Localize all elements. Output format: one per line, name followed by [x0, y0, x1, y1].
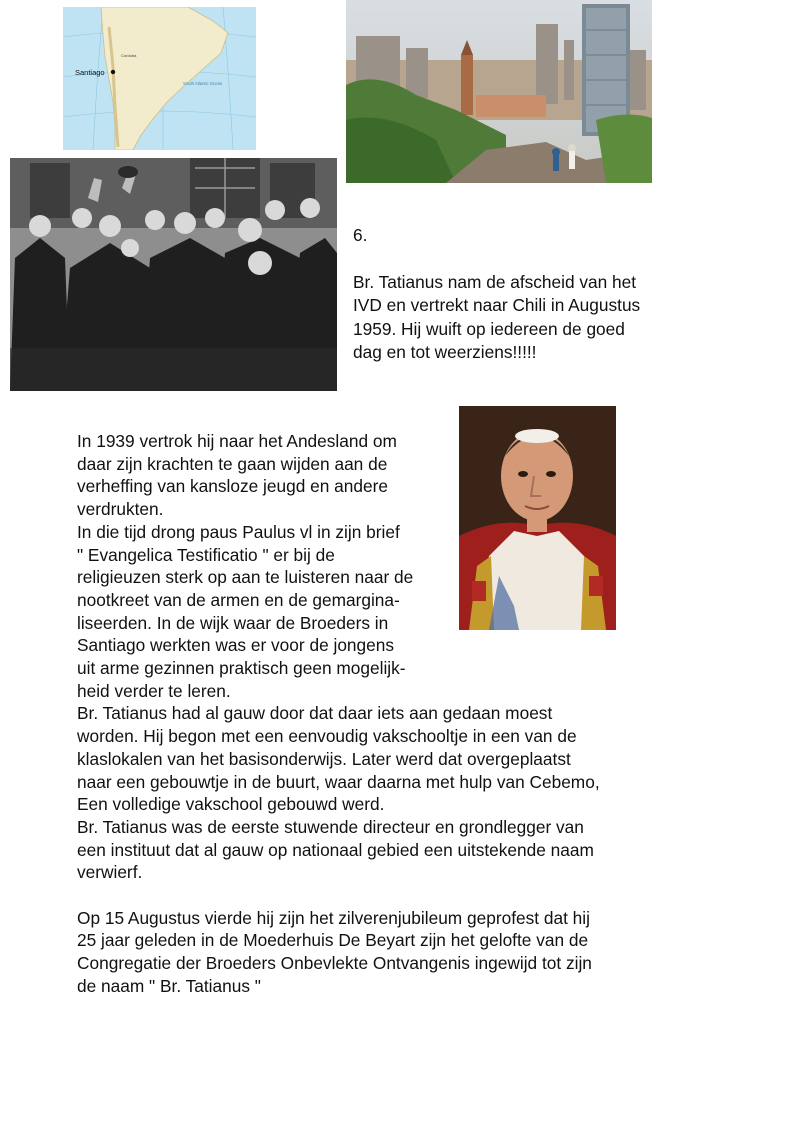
text-line: verwierf.	[77, 862, 143, 883]
text-line: In 1939 vertrok hij naar het Andesland om	[77, 431, 397, 451]
paragraph-jubileum	[77, 907, 667, 998]
south-america-map-image	[63, 7, 256, 150]
text-line: In die tijd drong paus Paulus vl in zijn brief	[77, 521, 400, 542]
text-line: heid verder te leren.	[77, 680, 231, 701]
text-line: Een volledige vakschool gebouwd werd.	[77, 794, 385, 815]
map-small-label: Córdoba	[121, 53, 137, 58]
text-line: Br. Tatianus was de eerste stuwende directeur en grondlegger van	[77, 816, 584, 837]
brothers-farewell-photo	[10, 158, 337, 391]
page-number: 6.	[353, 225, 368, 245]
text-line: klaslokalen van het basisonderwijs. Later werd dat overgeplaatst	[77, 748, 571, 769]
text-line: daar zijn krachten te gaan wijden aan de	[77, 453, 388, 474]
text-line: verheffing van kansloze jeugd en andere	[77, 476, 388, 497]
photo-caption: Br. Tatianus nam de afscheid van het IVD en vertrekt naar Chili in Augustus 1959. Hij wuift op iedereen de goed dag en tot weerziens!!!!!	[353, 272, 641, 362]
text-line: 25 jaar geleden in de Moederhuis De Beyart zijn het gelofte van de	[77, 930, 589, 951]
map-city-label: Santiago	[75, 68, 105, 77]
text-line: worden. Hij begon met een eenvoudig vakschooltje in een van de	[77, 726, 577, 747]
text-line: verdrukten.	[77, 499, 164, 520]
article-body	[77, 430, 667, 998]
text-line: de naam " Br. Tatianus "	[77, 975, 261, 996]
text-line: Br. Tatianus had al gauw door dat daar iets aan gedaan moest	[77, 703, 553, 724]
text-line: liseerden. In de wijk waar de Broeders in	[77, 612, 389, 633]
text-line: religieuzen sterk op aan te luisteren naar de	[77, 567, 414, 588]
text-line: naar een gebouwtje in de buurt, waar daarna met hulp van Cebemo,	[77, 771, 600, 792]
text-line: Op 15 Augustus vierde hij zijn het zilverenjubileum geprofest dat hij	[77, 907, 590, 928]
map-ocean-label: South Atlantic Ocean	[183, 81, 223, 86]
text-line: Santiago werkten was er voor de jongens	[77, 635, 395, 656]
text-line: Congregatie der Broeders Onbevlekte Ontvangenis ingewijd tot zijn	[77, 953, 592, 974]
text-line: " Evangelica Testificatio " er bij de	[77, 544, 335, 565]
text-line: een instituut dat al gauw op nationaal gebied een uitstekende naam	[77, 839, 594, 860]
paragraph-andes	[77, 430, 452, 702]
text-line: nootkreet van de armen en de gemargina-	[77, 589, 400, 610]
santiago-city-photo	[346, 0, 652, 183]
text-line: uit arme gezinnen praktisch geen mogelijk-	[77, 658, 406, 679]
paragraph-vakschool	[77, 702, 667, 884]
